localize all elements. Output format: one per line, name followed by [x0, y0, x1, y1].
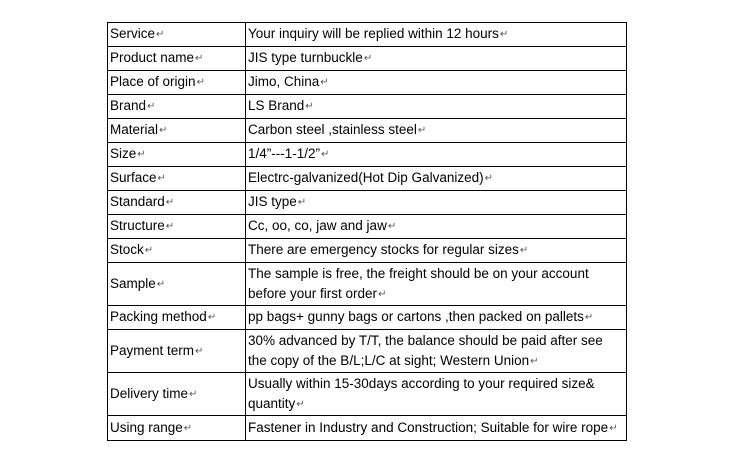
row-value-text: 30% advanced by T/T, the balance should be paid after see: [248, 332, 603, 348]
row-value-line: [248, 264, 624, 284]
paragraph-mark-icon: ↵: [305, 101, 314, 112]
row-value-line: [248, 374, 624, 394]
row-value-cell: [246, 306, 627, 330]
paragraph-mark-icon: ↵: [499, 29, 509, 40]
paragraph-mark-icon: ↵: [195, 53, 204, 64]
row-value-line: [248, 24, 624, 45]
row-value-line: [248, 351, 624, 372]
paragraph-mark-icon: ↵: [165, 221, 175, 232]
row-label-cell: [108, 416, 246, 441]
row-value-text: JIS type: [248, 194, 297, 209]
row-value-line: [248, 331, 624, 351]
row-value-line: [248, 96, 624, 117]
paragraph-mark-icon: ↵: [156, 29, 165, 40]
row-value-cell: [246, 167, 627, 191]
row-label-cell: [108, 239, 246, 263]
paragraph-mark-icon: ↵: [363, 53, 373, 64]
row-label: Standard: [110, 194, 165, 209]
row-value-text: the copy of the B/L;L/C at sight; Western Union: [248, 352, 530, 368]
row-value-text: Your inquiry will be replied within 12 hours: [248, 26, 499, 41]
row-label: Structure: [110, 218, 165, 233]
row-label: Stock: [110, 242, 144, 257]
row-label: Using range: [110, 419, 183, 435]
paragraph-mark-icon: ↵: [584, 312, 594, 323]
paragraph-mark-icon: ↵: [321, 149, 330, 160]
row-label: Size: [110, 146, 137, 161]
row-value-cell: [246, 23, 627, 47]
table-row: [108, 95, 627, 119]
row-label: Material: [110, 122, 159, 137]
table-row: [108, 330, 627, 373]
row-label: Service: [110, 26, 156, 41]
row-value-text: 1/4”---1-1/2”: [248, 146, 321, 161]
row-label-cell: [108, 143, 246, 167]
row-label-cell: [108, 47, 246, 71]
row-value-text: JIS type turnbuckle: [248, 50, 363, 65]
row-label-cell: [108, 95, 246, 119]
row-value-line: [248, 48, 624, 69]
table-row: [108, 306, 627, 330]
row-label-cell: [108, 263, 246, 306]
row-value-cell: [246, 215, 627, 239]
row-value-line: [248, 284, 624, 305]
row-value-cell: [246, 119, 627, 143]
row-label-cell: [108, 71, 246, 95]
row-value-line: [248, 216, 624, 237]
row-value-cell: [246, 47, 627, 71]
table-row: [108, 143, 627, 167]
row-value-cell: [246, 263, 627, 306]
paragraph-mark-icon: ↵: [196, 77, 205, 88]
row-label-cell: [108, 215, 246, 239]
paragraph-mark-icon: ↵: [144, 245, 154, 256]
row-label-cell: [108, 191, 246, 215]
paragraph-mark-icon: ↵: [530, 355, 539, 367]
table-row: [108, 215, 627, 239]
spec-table-body: [108, 23, 627, 441]
paragraph-mark-icon: ↵: [207, 312, 217, 323]
row-value-text: LS Brand: [248, 98, 305, 113]
table-row: [108, 191, 627, 215]
row-value-line: [248, 307, 624, 328]
row-value-line: [248, 72, 624, 93]
row-value-text: quantity: [248, 395, 296, 411]
row-value-text: There are emergency stocks for regular sizes: [248, 242, 519, 257]
row-value-cell: [246, 191, 627, 215]
row-label: Brand: [110, 98, 147, 113]
row-value-text: Electrc-galvanized(Hot Dip Galvanized): [248, 170, 484, 185]
paragraph-mark-icon: ↵: [609, 422, 618, 434]
table-row: [108, 119, 627, 143]
row-value-line: [248, 240, 624, 261]
table-row: [108, 239, 627, 263]
row-value-cell: [246, 373, 627, 416]
row-value-cell: [246, 416, 627, 441]
paragraph-mark-icon: ↵: [484, 173, 493, 184]
paragraph-mark-icon: ↵: [378, 288, 387, 300]
table-row: [108, 167, 627, 191]
row-value-cell: [246, 239, 627, 263]
row-value-text: Jimo, China: [248, 74, 320, 89]
paragraph-mark-icon: ↵: [417, 125, 427, 136]
row-label-cell: [108, 306, 246, 330]
row-value-text: Cc, oo, co, jaw and jaw: [248, 218, 387, 233]
row-label: Delivery time: [110, 385, 189, 401]
row-label: Sample: [110, 275, 156, 291]
row-value-line: [248, 168, 624, 189]
table-row: [108, 23, 627, 47]
row-value-text: Carbon steel ,stainless steel: [248, 122, 417, 137]
row-value-line: [248, 418, 624, 439]
paragraph-mark-icon: ↵: [519, 245, 529, 256]
row-value-line: [248, 394, 624, 415]
row-value-cell: [246, 71, 627, 95]
paragraph-mark-icon: ↵: [387, 221, 397, 232]
table-row: [108, 373, 627, 416]
row-label-cell: [108, 330, 246, 373]
row-value-cell: [246, 95, 627, 119]
table-row: [108, 263, 627, 306]
paragraph-mark-icon: ↵: [189, 388, 198, 400]
row-label-cell: [108, 23, 246, 47]
paragraph-mark-icon: ↵: [156, 278, 166, 290]
row-label: Place of origin: [110, 74, 196, 89]
row-value-cell: [246, 143, 627, 167]
row-label: Payment term: [110, 342, 195, 358]
row-label-cell: [108, 119, 246, 143]
table-row: [108, 47, 627, 71]
paragraph-mark-icon: ↵: [159, 125, 168, 136]
row-label: Product name: [110, 50, 195, 65]
row-value-line: [248, 144, 624, 165]
table-row: [108, 71, 627, 95]
row-value-text: The sample is free, the freight should be on your account: [248, 265, 589, 281]
row-value-text: before your first order: [248, 285, 378, 301]
row-label: Packing method: [110, 309, 207, 324]
paragraph-mark-icon: ↵: [165, 197, 175, 208]
row-label-cell: [108, 167, 246, 191]
row-value-text: pp bags+ gunny bags or cartons ,then packed on pallets: [248, 309, 584, 324]
table-row: [108, 416, 627, 441]
paragraph-mark-icon: ↵: [320, 77, 329, 88]
paragraph-mark-icon: ↵: [296, 398, 305, 410]
spec-table: [107, 22, 627, 441]
row-value-text: Fastener in Industry and Construction; Suitable for wire rope: [248, 419, 609, 435]
paragraph-mark-icon: ↵: [183, 422, 193, 434]
row-value-line: [248, 192, 624, 213]
paragraph-mark-icon: ↵: [137, 149, 146, 160]
row-label: Surface: [110, 170, 157, 185]
paragraph-mark-icon: ↵: [195, 345, 204, 357]
row-value-line: [248, 120, 624, 141]
paragraph-mark-icon: ↵: [147, 101, 156, 112]
row-value-cell: [246, 330, 627, 373]
row-value-text: Usually within 15-30days according to your required size&: [248, 375, 595, 391]
paragraph-mark-icon: ↵: [157, 173, 166, 184]
row-label-cell: [108, 373, 246, 416]
paragraph-mark-icon: ↵: [297, 197, 307, 208]
